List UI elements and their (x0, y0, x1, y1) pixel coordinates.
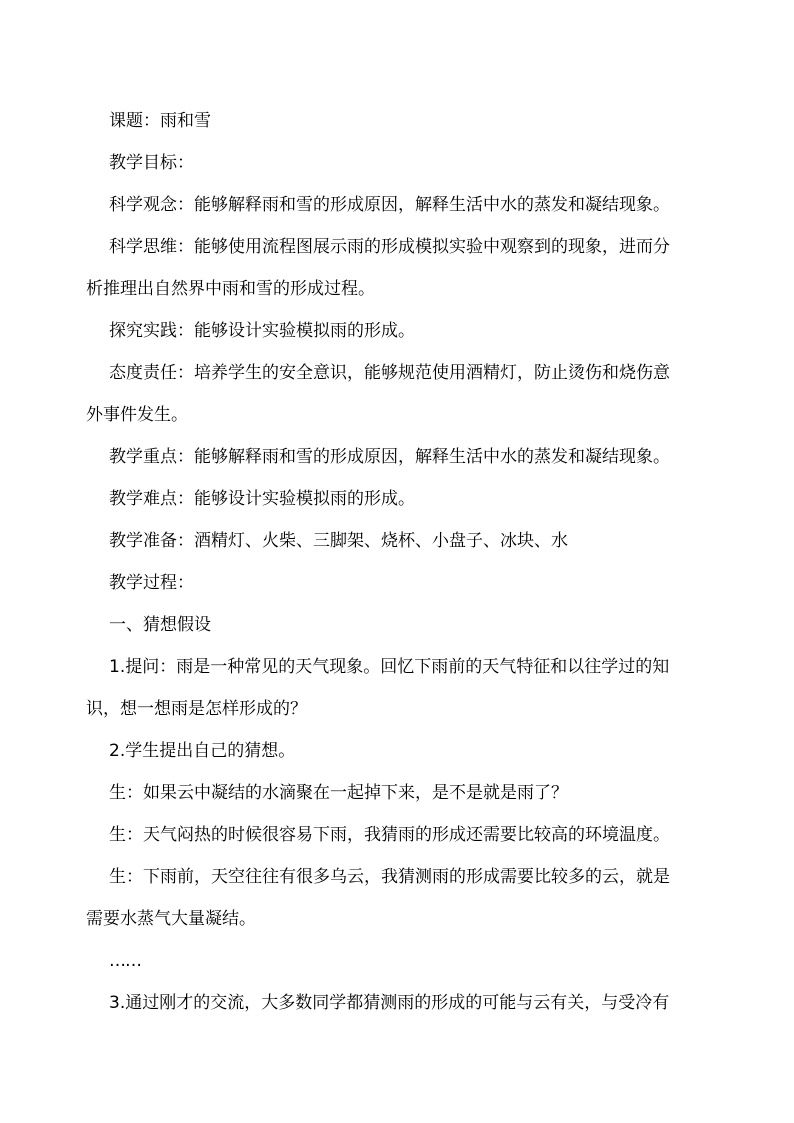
teaching-key-points: 教学重点：能够解释雨和雪的形成原因，解释生活中水的蒸发和凝结现象。 (109, 447, 670, 467)
student-answer-1: 生：如果云中凝结的水滴聚在一起掉下来，是不是就是雨了？ (109, 783, 568, 803)
student-answer-3: 生：下雨前，天空往往有很多乌云，我猜测雨的形成需要比较多的云，就是 (109, 867, 670, 887)
ellipsis: …… (109, 951, 141, 971)
objective-attitude-responsibility-cont: 外事件发生。 (86, 405, 188, 425)
document-body (86, 100, 729, 1024)
step-3-summary: 3.通过刚才的交流，大多数同学都猜测雨的形成的可能与云有关，与受冷有 (109, 993, 670, 1013)
lesson-title: 课题：雨和雪 (109, 111, 211, 131)
objective-scientific-concept: 科学观念：能够解释雨和雪的形成原因，解释生活中水的蒸发和凝结现象。 (109, 195, 670, 215)
objective-scientific-thinking: 科学思维：能够使用流程图展示雨的形成模拟实验中观察到的现象，进而分 (109, 237, 670, 257)
teaching-difficulties: 教学难点：能够设计实验模拟雨的形成。 (109, 489, 415, 509)
step-2-guesses: 2.学生提出自己的猜想。 (109, 741, 296, 761)
objective-inquiry-practice: 探究实践：能够设计实验模拟雨的形成。 (109, 321, 415, 341)
section-heading-hypothesis: 一、猜想假设 (109, 615, 211, 635)
objective-scientific-thinking-cont: 析推理出自然界中雨和雪的形成过程。 (86, 279, 375, 299)
teaching-preparation: 教学准备：酒精灯、火柴、三脚架、烧杯、小盘子、冰块、水 (109, 531, 568, 551)
student-answer-3-cont: 需要水蒸气大量凝结。 (86, 909, 256, 929)
step-1-question-cont: 识，想一想雨是怎样形成的？ (86, 699, 307, 719)
objective-attitude-responsibility: 态度责任：培养学生的安全意识，能够规范使用酒精灯，防止烫伤和烧伤意 (109, 363, 670, 383)
step-1-question: 1.提问：雨是一种常见的天气现象。回忆下雨前的天气特征和以往学过的知 (109, 657, 670, 677)
student-answer-2: 生：天气闷热的时候很容易下雨，我猜雨的形成还需要比较高的环境温度。 (109, 825, 670, 845)
teaching-process-heading: 教学过程： (109, 573, 194, 593)
teaching-objectives-heading: 教学目标： (109, 153, 194, 173)
